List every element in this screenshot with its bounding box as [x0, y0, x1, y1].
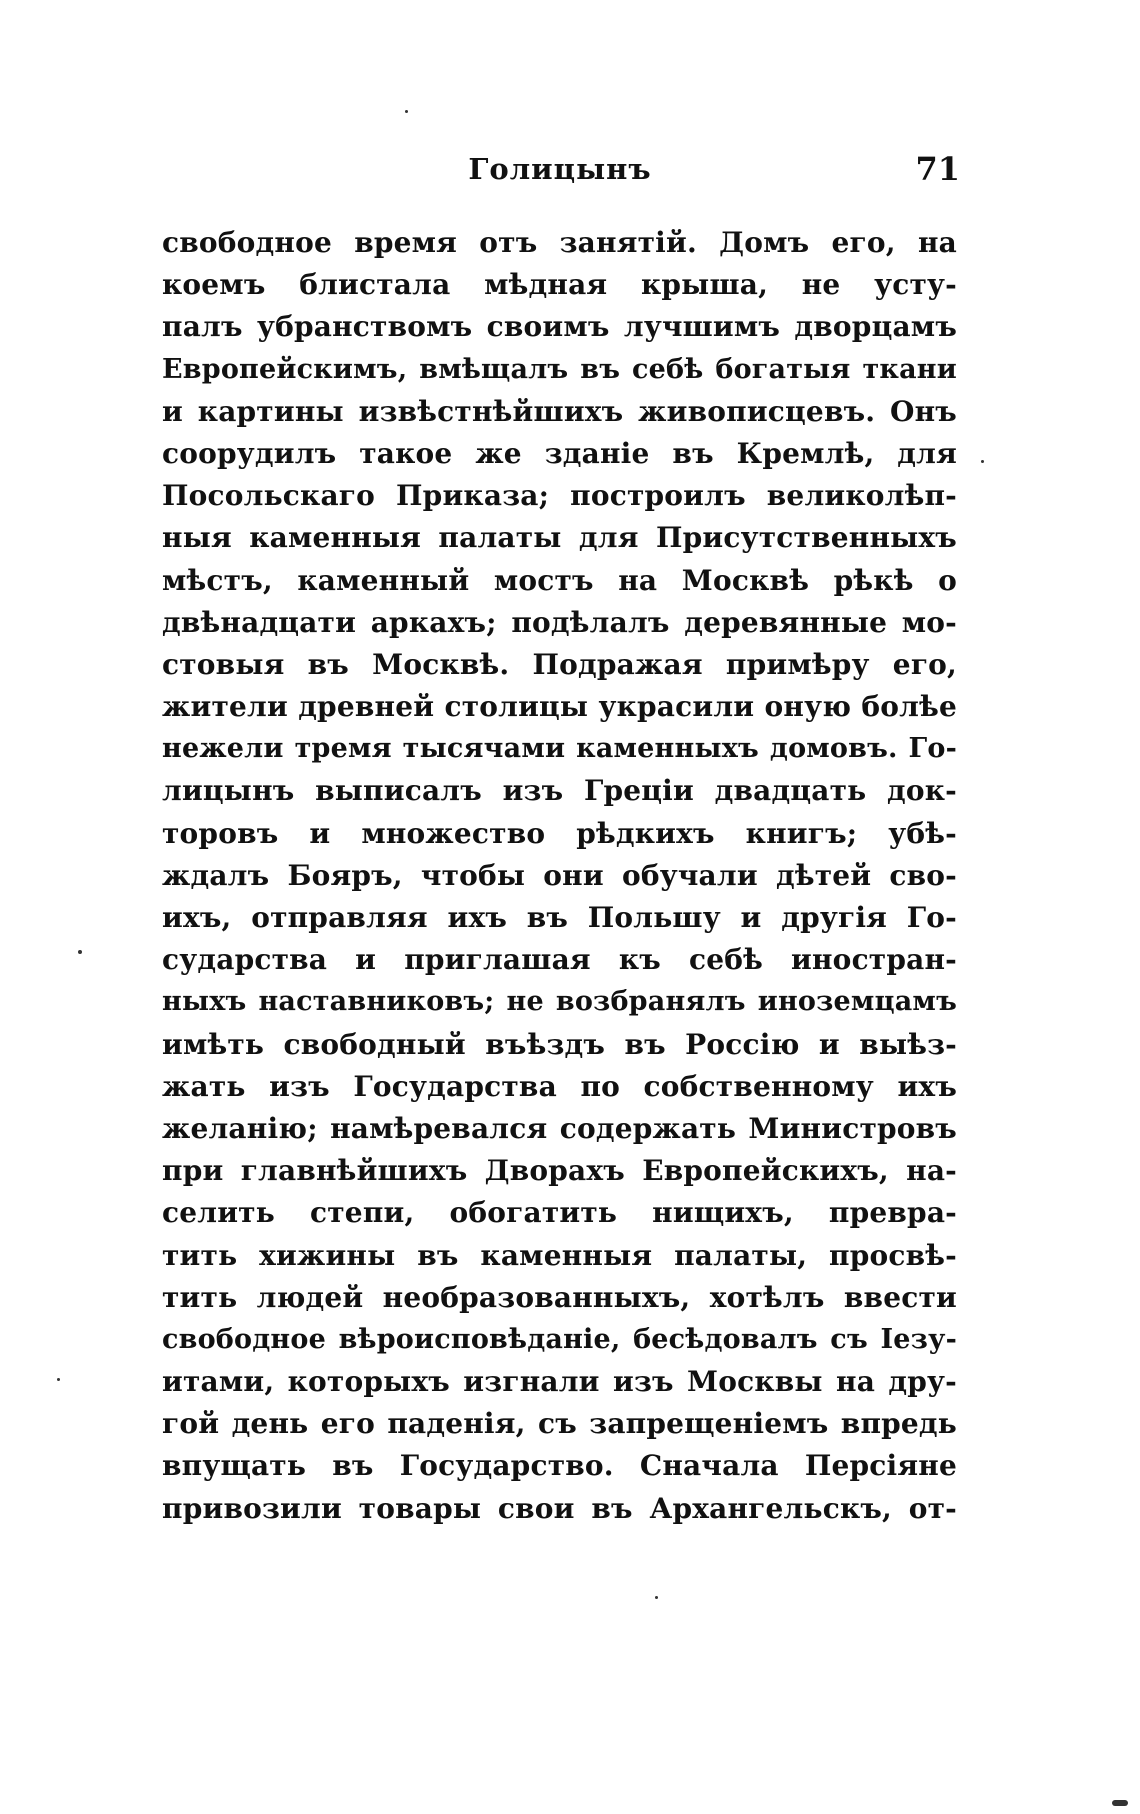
- text-line: имѣть свободный въѣздъ въ Россію и выѣз-: [162, 1027, 957, 1061]
- running-head: [160, 152, 960, 192]
- text-line: стовыя въ Москвѣ. Подражая примѣру его,: [162, 647, 957, 681]
- text-line: свободное вѣроисповѣданіе, бесѣдовалъ съ Іезу-: [162, 1323, 957, 1355]
- text-line: жители древней столицы украсили оную болѣе: [162, 690, 957, 724]
- text-line: ныя каменныя палаты для Присутственныхъ: [162, 521, 957, 555]
- text-line: мѣстъ, каменный мостъ на Москвѣ рѣкѣ о: [162, 563, 957, 597]
- scan-speck: [981, 460, 984, 463]
- scan-speck: [655, 1596, 658, 1599]
- text-line: сударства и приглашая къ себѣ иностран-: [162, 943, 957, 977]
- text-line: Европейскимъ, вмѣщалъ въ себѣ богатыя ткани: [162, 353, 957, 385]
- text-line: палъ убранствомъ своимъ лучшимъ дворцамъ: [162, 310, 957, 344]
- text-line: ждалъ Бояръ, чтобы они обучали дѣтей сво-: [162, 858, 957, 892]
- scan-speck: [1112, 1800, 1128, 1806]
- text-line: тить людей необразованныхъ, хотѣлъ ввести: [162, 1280, 957, 1314]
- text-line: и картины извѣстнѣйшихъ живописцевъ. Онъ: [162, 394, 957, 428]
- text-line: коемъ блистала мѣдная крыша, не усту-: [162, 268, 957, 302]
- text-line: двѣнадцати аркахъ; подѣлалъ деревянные мо-: [162, 605, 957, 639]
- text-line: привозили товары свои въ Архангельскъ, от-: [162, 1491, 957, 1525]
- text-line: Посольскаго Приказа; построилъ великолѣп-: [162, 479, 957, 513]
- text-line: желанію; намѣревался содержать Министровъ: [162, 1111, 957, 1145]
- text-line: ихъ, отправляя ихъ въ Польшу и другія Го-: [162, 901, 957, 934]
- scan-speck: [78, 950, 82, 954]
- scan-speck: [405, 110, 408, 113]
- text-line: гой день его паденія, съ запрещеніемъ впредь: [162, 1407, 957, 1441]
- text-line: селить степи, обогатить нищихъ, превра-: [162, 1196, 957, 1230]
- page-number: 71: [915, 150, 960, 188]
- text-line: торовъ и множество рѣдкихъ книгъ; убѣ-: [162, 816, 957, 850]
- text-line: свободное время отъ занятій. Домъ его, на: [162, 226, 957, 259]
- text-line: соорудилъ такое же зданіе въ Кремлѣ, для: [162, 436, 957, 470]
- text-line: тить хижины въ каменныя палаты, просвѣ-: [162, 1238, 957, 1272]
- text-line: лицынъ выписалъ изъ Греціи двадцать док-: [162, 774, 957, 808]
- body-text: [162, 222, 957, 1530]
- text-line: ныхъ наставниковъ; не возбранялъ иноземцамъ: [162, 986, 957, 1018]
- scan-speck: [57, 1378, 60, 1381]
- running-head-title: Голицынъ: [468, 152, 652, 186]
- text-line: жать изъ Государства по собственному ихъ: [162, 1069, 957, 1103]
- text-line: итами, которыхъ изгнали изъ Москвы на дру-: [162, 1365, 957, 1399]
- text-line: впущать въ Государство. Сначала Персіяне: [162, 1449, 957, 1483]
- text-line: нежели тремя тысячами каменныхъ домовъ. Го-: [162, 733, 957, 765]
- text-line: при главнѣйшихъ Дворахъ Европейскихъ, на-: [162, 1154, 957, 1188]
